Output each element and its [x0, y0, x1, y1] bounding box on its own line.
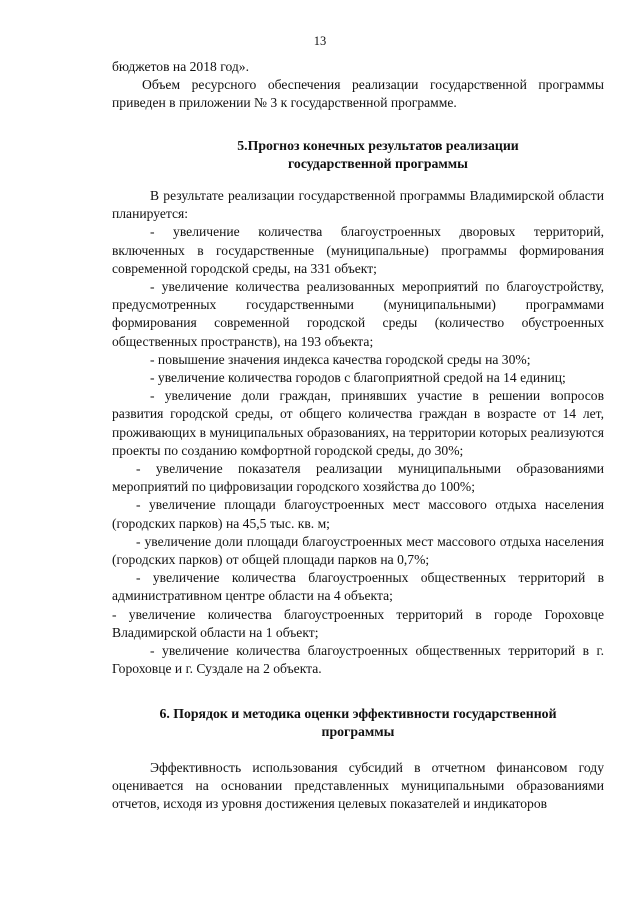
list-item: - увеличение количества городов с благоприятной средой на 14 единиц;	[150, 370, 566, 386]
paragraph: Объем ресурсного обеспечения реализации государственной программы приведен в приложении № 3 к государственной программе.	[112, 77, 604, 111]
heading-line: программы	[321, 723, 395, 739]
list-item: - увеличение доли граждан, принявших участие в решении вопросов развития городской среды, от общего количества граждан в возрасте от 14 лет, проживающих в муниципальных образованиях, на территории которых реализуются проекты по созданию комфортной городской среды, до 30%;	[112, 388, 604, 458]
list-item: - увеличение доли площади благоустроенных мест массового отдыха населения (городских парков) от общей площади парков на 0,7%;	[112, 533, 604, 568]
document-body	[112, 58, 604, 814]
page-number: 13	[313, 34, 327, 48]
list-item: - увеличение количества благоустроенных дворовых территорий, включенных в государственные (муниципальные) программы формирования современной городской среды, на 331 объект;	[112, 224, 604, 276]
list-item: - увеличение количества реализованных мероприятий по благоустройству, предусмотренных государственными (муниципальными) программами формирования современной городской среды (количество обустроенных общественных пространств), на 193 объекта;	[112, 279, 604, 349]
list-item: - увеличение показателя реализации муниципальными образованиями мероприятий по цифровизации городского хозяйства до 100%;	[112, 461, 604, 495]
heading-line: 5.Прогноз конечных результатов реализации	[237, 137, 519, 153]
paragraph: Эффективность использования субсидий в отчетном финансовом году оценивается на основании представленных муниципальными образованиями отчетов, исходя из уровня достижения целевых показателей и индикаторов	[112, 759, 604, 812]
list-item: - увеличение площади благоустроенных мест массового отдыха населения (городских парков) на 45,5 тыс. кв. м;	[112, 497, 604, 531]
heading-line: государственной программы	[288, 155, 468, 171]
section-5-heading	[112, 137, 604, 173]
paragraph: В результате реализации государственной программы Владимирской области планируется:	[112, 188, 604, 222]
paragraph: бюджетов на 2018 год».	[112, 59, 249, 74]
list-item: - увеличение количества благоустроенных общественных территорий в г. Гороховце и г. Суздале на 2 объекта.	[112, 643, 604, 677]
list-item: - увеличение количества благоустроенных общественных территорий в административном центре области на 4 объекта;	[112, 570, 604, 604]
section-6-heading	[112, 705, 604, 741]
list-item: - увеличение количества благоустроенных территорий в городе Гороховце Владимирской области на 1 объект;	[112, 606, 604, 640]
list-item: - повышение значения индекса качества городской среды на 30%;	[150, 351, 531, 367]
heading-line: 6. Порядок и методика оценки эффективности государственной	[159, 705, 557, 721]
